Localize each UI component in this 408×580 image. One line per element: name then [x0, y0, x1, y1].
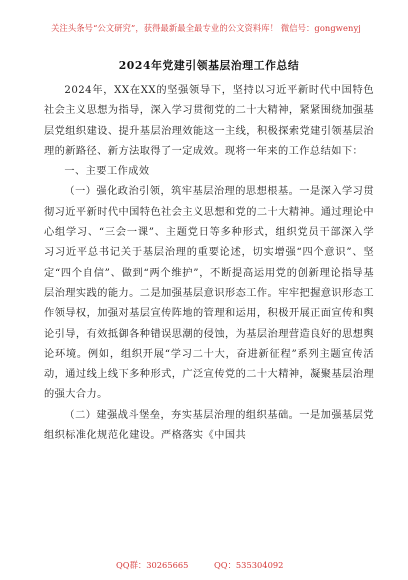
qq-group-text: QQ群：30265665	[116, 560, 189, 570]
footer-bar	[0, 558, 408, 580]
top-banner	[0, 0, 408, 50]
document-title: 2024年党建引领基层治理工作总结	[118, 59, 300, 72]
document-page	[44, 58, 374, 446]
intro-paragraph: 2024年，XX在XX的坚强领导下，坚持以习近平新时代中国特色社会主义思想为指导，深入学习贯彻党的二十大精神，紧紧围绕加强基层党组织建设、提升基层治理效能这一主线，积极探索党建引领基层治理的新路径、新方法取得了一定成效。现将一年来的工作总结如下：	[44, 85, 374, 157]
item-one-paragraph: （一）强化政治引领，筑牢基层治理的思想根基。一是深入学习贯彻习近平新时代中国特色社会主义思想和党的二十大精神。通过理论中心组学习、“三会一课”、主题党日等多种形式，组织党员干部深入学习习近平总书记关于基层治理的重要论述，切实增强“四个意识”、坚定“四个自信”、做到“两个维护”，不断提高运用党的创新理论指导基层治理实践的能力。二是加强基层意识形态工作。牢牢把握意识形态工作领导权，加强对基层宣传阵地的管理和运用，积极开展正面宣传和舆论引导，有效抵御各种错误思潮的侵蚀，为基层治理营造良好的思想舆论环境。例如，组织开展“学习二十大，奋进新征程”系列主题宣传活动，通过线上线下多种形式，广泛宣传党的二十大精神，凝聚基层治理的强大合力。	[44, 186, 374, 401]
item-two-paragraph: （二）建强战斗堡垒，夯实基层治理的组织基础。一是加强基层党组织标准化规范化建设。严格落实《中国共	[44, 409, 374, 442]
qq-number-text: QQ：535304092	[214, 560, 284, 570]
promo-notice: 关注头条号“公文研究”，获得最新最全最专业的公文资料库！ 微信号：gongwenyj	[51, 23, 361, 33]
section-heading: 一、主要工作成效	[64, 166, 150, 178]
